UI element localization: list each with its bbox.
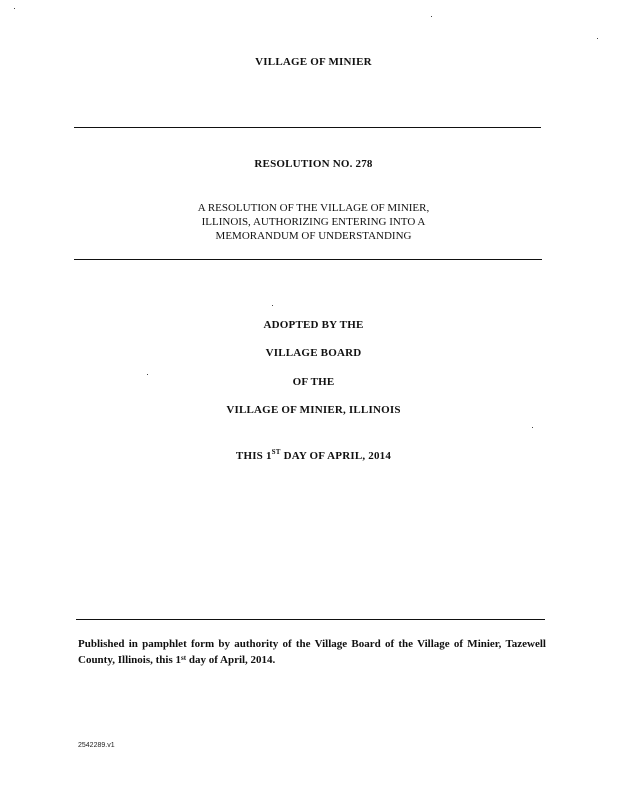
document-id: 2542289.v1	[78, 742, 115, 749]
resolution-description	[0, 201, 627, 243]
adoption-date-line	[0, 450, 627, 462]
village-name-line: VILLAGE OF MINIER, ILLINOIS	[226, 404, 401, 416]
top-divider	[74, 127, 541, 128]
scan-speck	[147, 374, 148, 375]
resolution-description-line-3: MEMORANDUM OF UNDERSTANDING	[215, 230, 412, 242]
publication-ordinal: st	[181, 654, 187, 662]
scan-speck	[14, 8, 15, 9]
of-the-line: OF THE	[292, 376, 335, 388]
village-board-line: VILLAGE BOARD	[265, 347, 362, 359]
publication-notice	[78, 636, 546, 668]
middle-divider	[74, 259, 542, 260]
scan-speck	[431, 16, 432, 17]
scan-speck	[532, 427, 533, 428]
publication-text-part-1: Published in pamphlet form by authority of the Village Board of the Village of Minier, Tazewell County, Illinois, this 1	[78, 638, 546, 666]
document-header-title: VILLAGE OF MINIER	[255, 56, 372, 68]
resolution-description-line-1: A RESOLUTION OF THE VILLAGE OF MINIER,	[197, 202, 430, 214]
adoption-date-prefix: THIS 1	[235, 450, 272, 462]
resolution-number: RESOLUTION NO. 278	[254, 158, 373, 170]
scan-speck	[597, 38, 598, 39]
bottom-divider	[76, 619, 545, 620]
adoption-date-ordinal: ST	[271, 448, 281, 456]
publication-text-part-2: day of April, 2014.	[186, 654, 276, 666]
adoption-date-rest: DAY OF APRIL, 2014	[280, 450, 392, 462]
adopted-by-line: ADOPTED BY THE	[263, 319, 364, 331]
resolution-description-line-2: ILLINOIS, AUTHORIZING ENTERING INTO A	[201, 216, 426, 228]
scan-speck	[272, 305, 273, 306]
